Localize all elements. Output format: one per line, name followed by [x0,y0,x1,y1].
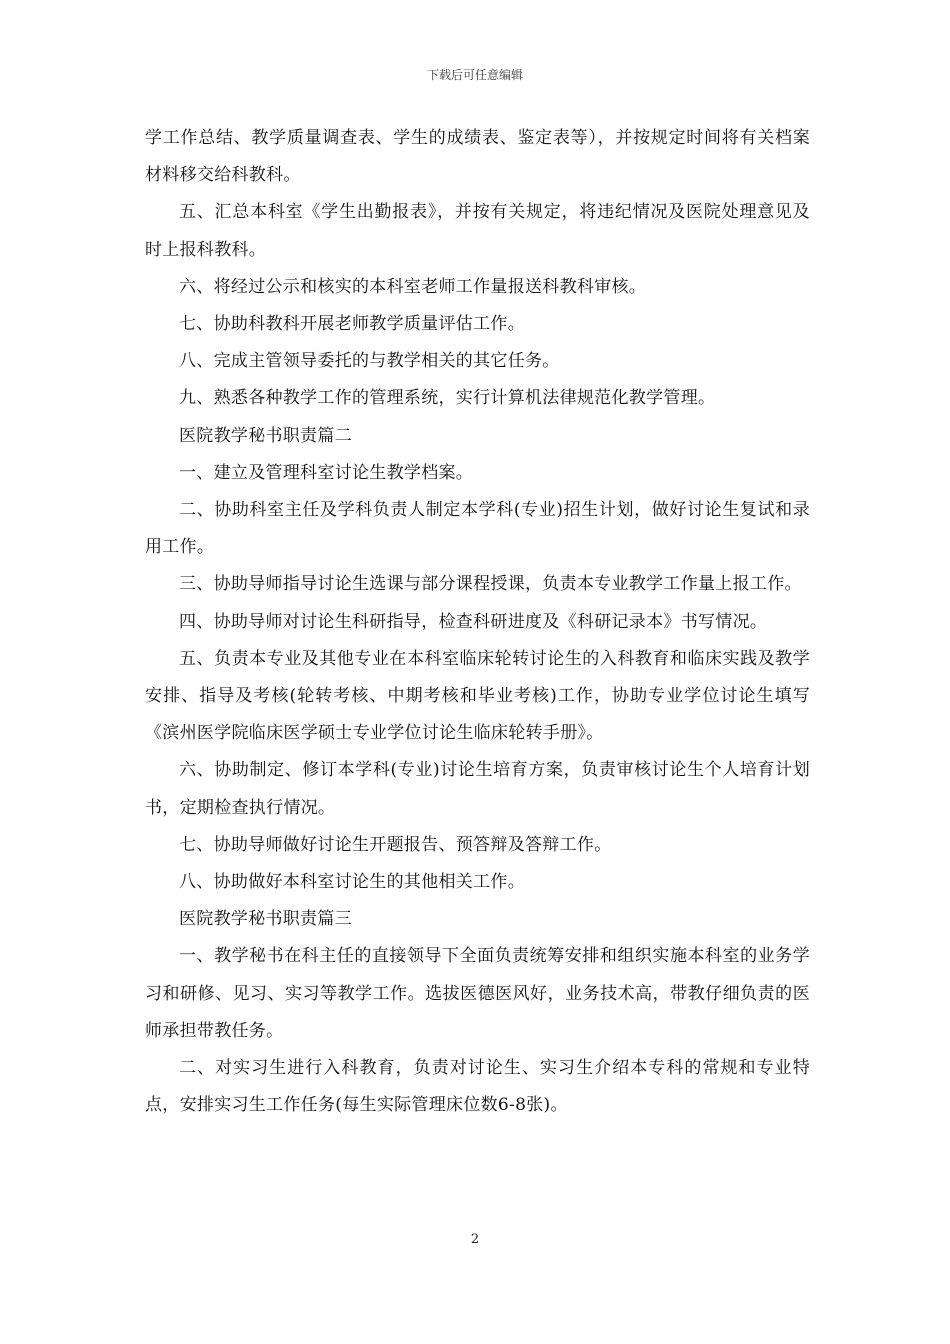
paragraph: 一、教学秘书在科主任的直接领导下全面负责统筹安排和组织实施本科室的业务学习和研修、见习、实习等教学工作。选拔医德医风好，业务技术高，带教仔细负责的医师承担带教任务。 [145,946,810,1041]
paragraph: 三、协助导师指导讨论生选课与部分课程授课，负责本专业教学工作量上报工作。 [179,574,802,595]
paragraph: 五、汇总本科室《学生出勤报表》，并按有关规定，将违纪情况及医院处理意见及时上报科教科。 [145,202,810,260]
paragraph: 五、负责本专业及其他专业在本科室临床轮转讨论生的入科教育和临床实践及教学安排、指导及考核(轮转考核、中期考核和毕业考核)工作，协助专业学位讨论生填写《滨州医学院临床医学硕士专业学位讨论生临床轮转手册》。 [145,648,810,744]
paragraph: 四、协助导师对讨论生科研指导，检查科研进度及《科研记录本》书写情况。 [179,611,768,632]
paragraph: 一、建立及管理科室讨论生教学档案。 [179,462,474,483]
document-body [145,120,810,1124]
page-number: 2 [470,1232,480,1247]
paragraph: 八、完成主管领导委托的与教学相关的其它任务。 [179,351,560,372]
paragraph: 六、协助制定、修订本学科(专业)讨论生培育方案，负责审核讨论生个人培育计划书，定期检查执行情况。 [145,760,810,818]
paragraph: 二、协助科室主任及学科负责人制定本学科(专业)招生计划，做好讨论生复试和录用工作。 [145,500,810,558]
paragraph: 医院教学秘书职责篇三 [179,909,352,930]
paragraph: 七、协助科教科开展老师教学质量评估工作。 [179,314,525,335]
paragraph: 医院教学秘书职责篇二 [179,425,352,446]
paragraph: 二、对实习生进行入科教育，负责对讨论生、实习生介绍本专科的常规和专业特点，安排实习生工作任务(每生实际管理床位数6-8张)。 [145,1058,810,1116]
paragraph: 九、熟悉各种教学工作的管理系统，实行计算机法律规范化教学管理。 [179,388,716,409]
paragraph: 七、协助导师做好讨论生开题报告、预答辩及答辩工作。 [179,834,612,855]
paragraph: 学工作总结、教学质量调查表、学生的成绩表、鉴定表等），并按规定时间将有关档案材料移交给科教科。 [145,128,810,186]
paragraph: 六、将经过公示和核实的本科室老师工作量报送科教科审核。 [179,276,647,297]
paragraph: 八、协助做好本科室讨论生的其他相关工作。 [179,872,525,893]
page-header: 下载后可任意编辑 [426,68,523,82]
